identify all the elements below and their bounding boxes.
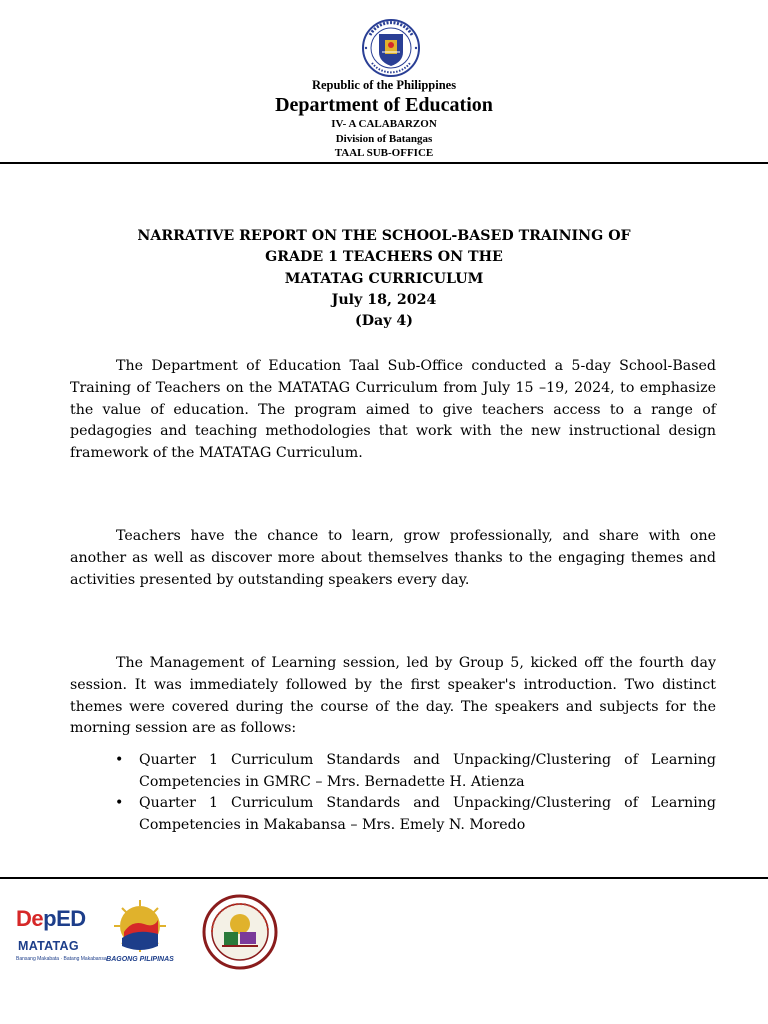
division-heading: Division of Batangas [335,133,433,145]
paragraph-text: Teachers have the chance to learn, grow professionally, and share with one another as well as discover more about themselves thanks to the engaging themes and activities presented by outstanding speakers every day. [70,528,716,588]
list-item-text: Quarter 1 Curriculum Standards and Unpacking/Clustering of Learning Competencies in GMRC – Mrs. Bernadette H. Atienza [139,752,716,790]
bagong-pilipinas-text: BAGONG PILIPINAS [106,956,174,963]
list-item-text: Quarter 1 Curriculum Standards and Unpacking/Clustering of Learning Competencies in Makabansa – Mrs. Emely N. Moredo [139,795,716,833]
bullet-icon: • [115,795,124,812]
matatag-tagline: Bansang Makabata · Batang Makabansa [16,956,107,962]
bagong-pilipinas-logo-icon [100,898,180,968]
bagong-pilipinas-emblem [100,898,180,956]
header-divider [0,162,768,164]
report-date: July 18, 2024 [331,291,437,308]
paragraph-text: The Management of Learning session, led by Group 5, kicked off the fourth day session. It was immediately followed by the first speaker's introduction. Two distinct themes were covered during the course of the day. The speakers and subjects for the morning session are as follows: [70,655,716,737]
school-seal-icon [202,894,278,970]
report-day: (Day 4) [355,313,413,330]
paragraph-2 [70,526,716,591]
department-heading: Department of Education [275,94,493,116]
footer-divider [0,877,768,879]
paragraph-1 [70,356,716,465]
deped-seal-icon [352,18,430,78]
matatag-wordmark: MATATAG [18,939,79,953]
paragraph-3 [70,653,716,740]
list-item [92,750,716,793]
bullet-icon: • [115,752,124,768]
report-title [0,226,768,332]
deped-logo-icon [16,906,107,966]
list-item [92,793,716,836]
paragraph-text: The Department of Education Taal Sub-Office conducted a 5-day School-Based Training of Teachers on the MATATAG Curriculum from July 15 –19, 2024, to emphasize the value of education. The program aimed to give teachers access to a range of pedagogies and teaching methodologies that work with the new instructional design framework of the MATATAG Curriculum. [70,358,716,462]
deped-wordmark: DepED [16,906,86,931]
republic-heading: Republic of the Philippines [311,78,457,92]
sub-office-heading: TAAL SUB-OFFICE [334,147,434,159]
region-heading: IV- A CALABARZON [331,118,437,130]
title-line-3: MATATAG CURRICULUM [284,270,484,287]
title-line-2: GRADE 1 TEACHERS ON THE [265,249,503,266]
title-line-1: NARRATIVE REPORT ON THE SCHOOL-BASED TRAINING OF [137,228,631,244]
speaker-list [92,750,716,836]
